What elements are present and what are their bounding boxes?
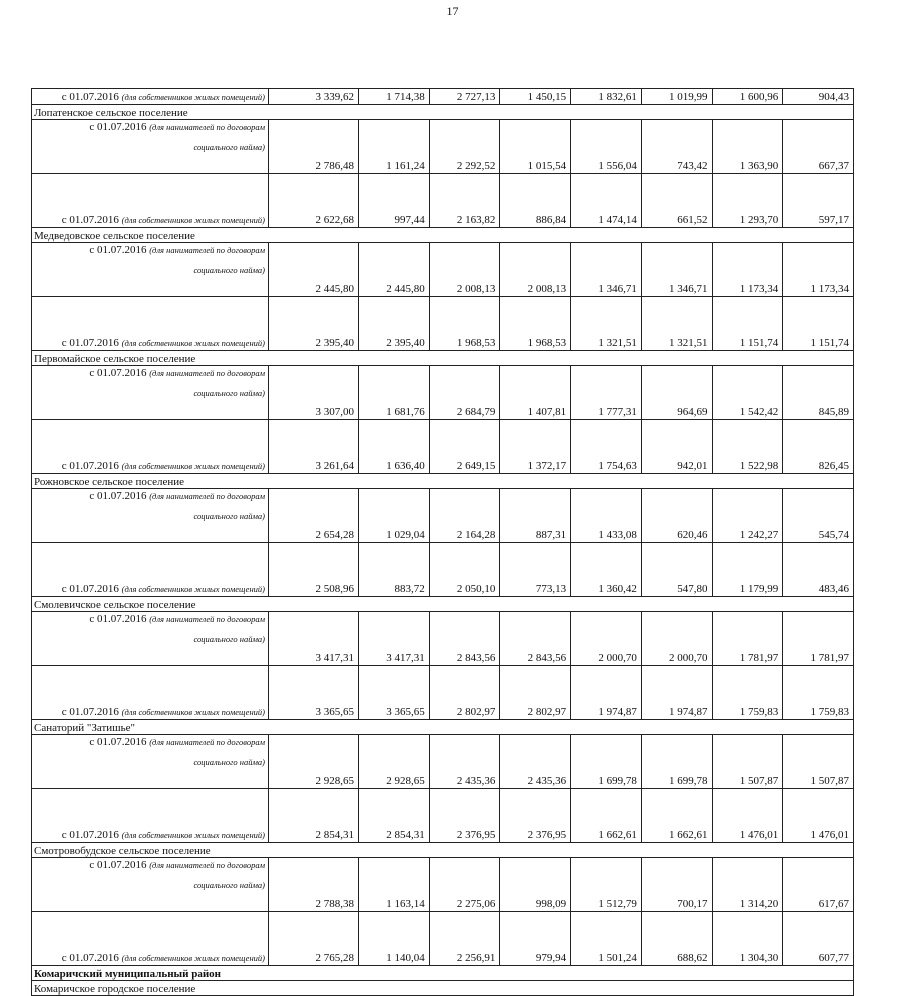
date-text: с 01.07.2016 (89, 367, 150, 379)
row-label (32, 89, 269, 105)
label-line (32, 459, 265, 473)
note-text: (для собственников жилых помещений) (121, 215, 265, 225)
value-cell: 3 261,64 (269, 420, 359, 474)
label-line (32, 489, 265, 503)
value-cell: 2 622,68 (269, 174, 359, 228)
section-heading: Смотровобудское сельское поселение (32, 843, 854, 858)
value-cell: 1 662,61 (571, 789, 642, 843)
value-cell: 1 019,99 (641, 89, 712, 105)
value-cell: 1 522,98 (712, 420, 783, 474)
value-cell: 620,46 (641, 489, 712, 543)
date-text: с 01.07.2016 (89, 121, 150, 133)
table-row (32, 666, 854, 720)
page-number: 17 (446, 4, 459, 18)
section-heading: Рожновское сельское поселение (32, 474, 854, 489)
table-row (32, 105, 854, 120)
value-cell: 2 163,82 (429, 174, 500, 228)
table-row (32, 120, 854, 174)
label-line (32, 213, 265, 227)
note-text: (для нанимателей по договорам (149, 368, 265, 378)
section-heading: Смолевичское сельское поселение (32, 597, 854, 612)
value-cell: 1 681,76 (359, 366, 430, 420)
date-text: с 01.07.2016 (89, 736, 150, 748)
date-text: с 01.07.2016 (89, 244, 150, 256)
label-line (32, 90, 265, 104)
value-cell: 1 407,81 (500, 366, 571, 420)
section-heading: Санаторий "Затишье" (32, 720, 854, 735)
note-text: (для собственников жилых помещений) (121, 584, 265, 594)
value-cell: 1 476,01 (712, 789, 783, 843)
value-cell: 1 346,71 (571, 243, 642, 297)
value-cell: 2 684,79 (429, 366, 500, 420)
value-cell: 3 307,00 (269, 366, 359, 420)
value-cell: 2 445,80 (359, 243, 430, 297)
value-cell: 1 556,04 (571, 120, 642, 174)
value-cell: 2 008,13 (500, 243, 571, 297)
value-cell: 661,52 (641, 174, 712, 228)
note-text: (для собственников жилых помещений) (121, 338, 265, 348)
label-line (32, 336, 265, 350)
value-cell: 1 777,31 (571, 366, 642, 420)
value-cell: 998,09 (500, 858, 571, 912)
section-heading: Медведовское сельское поселение (32, 228, 854, 243)
section-heading: Комаричский муниципальный район (32, 966, 854, 981)
date-text: с 01.07.2016 (61, 583, 122, 595)
label-line (32, 509, 265, 523)
value-cell: 1 151,74 (783, 297, 854, 351)
label-line (32, 951, 265, 965)
value-cell: 1 714,38 (359, 89, 430, 105)
value-cell: 1 600,96 (712, 89, 783, 105)
value-cell: 979,94 (500, 912, 571, 966)
value-cell: 1 699,78 (571, 735, 642, 789)
table-row (32, 735, 854, 789)
value-cell: 1 968,53 (429, 297, 500, 351)
table-row (32, 366, 854, 420)
value-cell: 1 173,34 (712, 243, 783, 297)
date-text: с 01.07.2016 (89, 613, 150, 625)
value-cell: 1 754,63 (571, 420, 642, 474)
date-text: с 01.07.2016 (61, 952, 122, 964)
value-cell: 2 292,52 (429, 120, 500, 174)
tariff-table-body (32, 89, 854, 996)
note-text: (для нанимателей по договорам (149, 122, 265, 132)
date-text: с 01.07.2016 (61, 337, 122, 349)
value-cell: 743,42 (641, 120, 712, 174)
row-label (32, 297, 269, 351)
label-line (32, 263, 265, 277)
value-cell: 826,45 (783, 420, 854, 474)
value-cell: 2 395,40 (359, 297, 430, 351)
value-cell: 2 843,56 (429, 612, 500, 666)
value-cell: 845,89 (783, 366, 854, 420)
value-cell: 2 802,97 (429, 666, 500, 720)
label-line (32, 858, 265, 872)
table-row (32, 612, 854, 666)
value-cell: 2 786,48 (269, 120, 359, 174)
note-text: социального найма) (193, 388, 265, 398)
label-line (32, 366, 265, 380)
label-line (32, 755, 265, 769)
value-cell: 1 974,87 (641, 666, 712, 720)
date-text: с 01.07.2016 (89, 859, 150, 871)
value-cell: 1 474,14 (571, 174, 642, 228)
value-cell: 1 363,90 (712, 120, 783, 174)
date-text: с 01.07.2016 (61, 706, 122, 718)
value-cell: 2 727,13 (429, 89, 500, 105)
value-cell: 887,31 (500, 489, 571, 543)
value-cell: 1 179,99 (712, 543, 783, 597)
value-cell: 1 636,40 (359, 420, 430, 474)
value-cell: 1 759,83 (783, 666, 854, 720)
note-text: социального найма) (193, 880, 265, 890)
section-heading: Лопатенское сельское поселение (32, 105, 854, 120)
value-cell: 1 507,87 (712, 735, 783, 789)
value-cell: 1 542,42 (712, 366, 783, 420)
value-cell: 2 445,80 (269, 243, 359, 297)
row-label (32, 666, 269, 720)
value-cell: 1 242,27 (712, 489, 783, 543)
value-cell: 997,44 (359, 174, 430, 228)
value-cell: 3 365,65 (359, 666, 430, 720)
value-cell: 1 968,53 (500, 297, 571, 351)
value-cell: 2 008,13 (429, 243, 500, 297)
value-cell: 1 321,51 (571, 297, 642, 351)
value-cell: 2 275,06 (429, 858, 500, 912)
value-cell: 3 365,65 (269, 666, 359, 720)
row-label (32, 420, 269, 474)
value-cell: 1 015,54 (500, 120, 571, 174)
row-label (32, 912, 269, 966)
value-cell: 1 433,08 (571, 489, 642, 543)
note-text: социального найма) (193, 634, 265, 644)
value-cell: 1 450,15 (500, 89, 571, 105)
row-label (32, 858, 269, 912)
value-cell: 1 346,71 (641, 243, 712, 297)
value-cell: 886,84 (500, 174, 571, 228)
value-cell: 2 928,65 (359, 735, 430, 789)
table-row (32, 981, 854, 996)
value-cell: 607,77 (783, 912, 854, 966)
row-label (32, 543, 269, 597)
table-row (32, 843, 854, 858)
table-row (32, 420, 854, 474)
value-cell: 483,46 (783, 543, 854, 597)
note-text: (для собственников жилых помещений) (121, 707, 265, 717)
label-line (32, 705, 265, 719)
label-line (32, 828, 265, 842)
value-cell: 942,01 (641, 420, 712, 474)
table-row (32, 228, 854, 243)
note-text: (для нанимателей по договорам (149, 491, 265, 501)
table-row (32, 912, 854, 966)
value-cell: 3 417,31 (269, 612, 359, 666)
value-cell: 1 759,83 (712, 666, 783, 720)
table-row (32, 351, 854, 366)
date-text: с 01.07.2016 (61, 214, 122, 226)
value-cell: 1 501,24 (571, 912, 642, 966)
value-cell: 1 161,24 (359, 120, 430, 174)
value-cell: 1 360,42 (571, 543, 642, 597)
label-line (32, 582, 265, 596)
note-text: социального найма) (193, 511, 265, 521)
table-row (32, 174, 854, 228)
value-cell: 2 843,56 (500, 612, 571, 666)
value-cell: 1 974,87 (571, 666, 642, 720)
table-row (32, 297, 854, 351)
label-line (32, 878, 265, 892)
value-cell: 1 163,14 (359, 858, 430, 912)
label-line (32, 632, 265, 646)
value-cell: 2 854,31 (359, 789, 430, 843)
value-cell: 883,72 (359, 543, 430, 597)
label-line (32, 386, 265, 400)
value-cell: 2 508,96 (269, 543, 359, 597)
value-cell: 2 000,70 (641, 612, 712, 666)
row-label (32, 489, 269, 543)
row-label (32, 735, 269, 789)
row-label (32, 120, 269, 174)
section-heading: Первомайское сельское поселение (32, 351, 854, 366)
value-cell: 2 435,36 (500, 735, 571, 789)
value-cell: 2 000,70 (571, 612, 642, 666)
value-cell: 667,37 (783, 120, 854, 174)
value-cell: 2 435,36 (429, 735, 500, 789)
value-cell: 2 765,28 (269, 912, 359, 966)
value-cell: 1 151,74 (712, 297, 783, 351)
note-text: социального найма) (193, 265, 265, 275)
value-cell: 1 304,30 (712, 912, 783, 966)
date-text: с 01.07.2016 (61, 460, 122, 472)
label-line (32, 612, 265, 626)
value-cell: 1 029,04 (359, 489, 430, 543)
value-cell: 2 050,10 (429, 543, 500, 597)
value-cell: 1 372,17 (500, 420, 571, 474)
value-cell: 2 256,91 (429, 912, 500, 966)
value-cell: 964,69 (641, 366, 712, 420)
label-line (32, 140, 265, 154)
label-line (32, 735, 265, 749)
value-cell: 700,17 (641, 858, 712, 912)
row-label (32, 174, 269, 228)
row-label (32, 243, 269, 297)
value-cell: 597,17 (783, 174, 854, 228)
value-cell: 1 781,97 (783, 612, 854, 666)
date-text: с 01.07.2016 (61, 91, 122, 103)
value-cell: 773,13 (500, 543, 571, 597)
value-cell: 1 699,78 (641, 735, 712, 789)
value-cell: 2 649,15 (429, 420, 500, 474)
value-cell: 2 802,97 (500, 666, 571, 720)
value-cell: 2 928,65 (269, 735, 359, 789)
value-cell: 3 417,31 (359, 612, 430, 666)
value-cell: 688,62 (641, 912, 712, 966)
table-row (32, 89, 854, 105)
value-cell: 1 512,79 (571, 858, 642, 912)
note-text: (для собственников жилых помещений) (121, 92, 265, 102)
value-cell: 1 507,87 (783, 735, 854, 789)
note-text: (для нанимателей по договорам (149, 245, 265, 255)
note-text: (для нанимателей по договорам (149, 737, 265, 747)
table-row (32, 489, 854, 543)
label-line (32, 120, 265, 134)
date-text: с 01.07.2016 (89, 490, 150, 502)
value-cell: 904,43 (783, 89, 854, 105)
row-label (32, 789, 269, 843)
value-cell: 1 321,51 (641, 297, 712, 351)
note-text: (для собственников жилых помещений) (121, 953, 265, 963)
value-cell: 617,67 (783, 858, 854, 912)
table-row (32, 543, 854, 597)
value-cell: 1 476,01 (783, 789, 854, 843)
table-row (32, 966, 854, 981)
label-line (32, 243, 265, 257)
value-cell: 2 376,95 (429, 789, 500, 843)
note-text: (для нанимателей по договорам (149, 614, 265, 624)
value-cell: 2 854,31 (269, 789, 359, 843)
note-text: социального найма) (193, 142, 265, 152)
table-row (32, 789, 854, 843)
note-text: социального найма) (193, 757, 265, 767)
value-cell: 2 654,28 (269, 489, 359, 543)
value-cell: 1 314,20 (712, 858, 783, 912)
value-cell: 1 173,34 (783, 243, 854, 297)
value-cell: 2 164,28 (429, 489, 500, 543)
value-cell: 1 140,04 (359, 912, 430, 966)
value-cell: 1 781,97 (712, 612, 783, 666)
tariff-table (31, 88, 854, 996)
date-text: с 01.07.2016 (61, 829, 122, 841)
note-text: (для собственников жилых помещений) (121, 830, 265, 840)
value-cell: 1 662,61 (641, 789, 712, 843)
value-cell: 2 376,95 (500, 789, 571, 843)
table-row (32, 720, 854, 735)
value-cell: 1 832,61 (571, 89, 642, 105)
table-row (32, 597, 854, 612)
row-label (32, 366, 269, 420)
table-row (32, 243, 854, 297)
value-cell: 547,80 (641, 543, 712, 597)
row-label (32, 612, 269, 666)
note-text: (для нанимателей по договорам (149, 860, 265, 870)
value-cell: 2 788,38 (269, 858, 359, 912)
value-cell: 2 395,40 (269, 297, 359, 351)
table-row (32, 474, 854, 489)
note-text: (для собственников жилых помещений) (121, 461, 265, 471)
section-heading: Комаричское городское поселение (32, 981, 854, 996)
value-cell: 1 293,70 (712, 174, 783, 228)
value-cell: 3 339,62 (269, 89, 359, 105)
value-cell: 545,74 (783, 489, 854, 543)
table-row (32, 858, 854, 912)
